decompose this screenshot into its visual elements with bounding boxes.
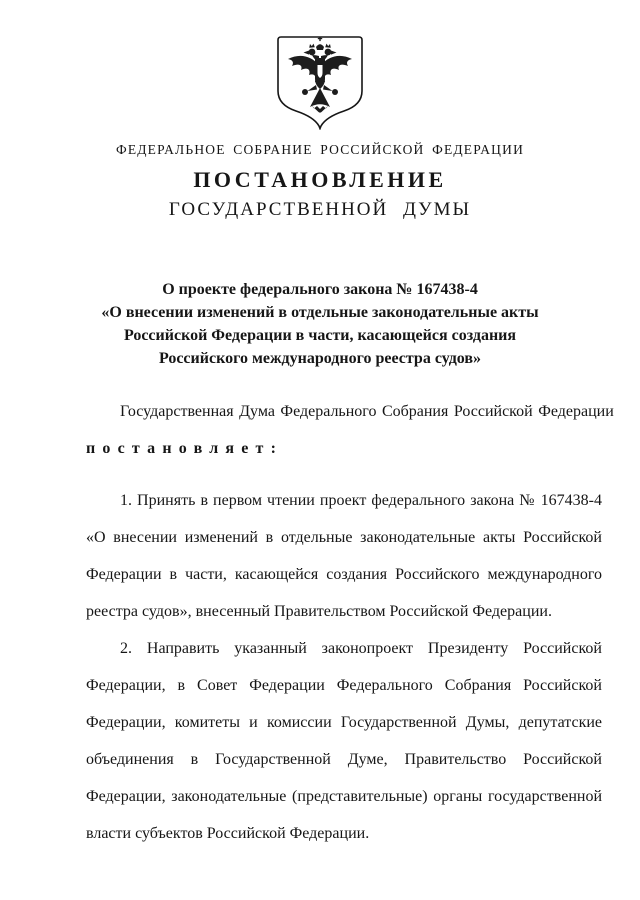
document-type-heading: ПОСТАНОВЛЕНИЕ — [193, 167, 447, 192]
institution-line: ФЕДЕРАЛЬНОЕ СОБРАНИЕ РОССИЙСКОЙ ФЕДЕРАЦИИ — [115, 142, 525, 157]
enacting-verb: постановляет: — [86, 440, 284, 457]
resolution-body — [86, 393, 614, 852]
paragraph-1: 1. Принять в первом чтении проект федерального закона № 167438-4 «О внесении изменений в отдельные законодательные акты Российской Федерации в части, касающейся создания Российского международного реестра судов», внесенный Правительством Российской Федерации. — [86, 492, 602, 620]
state-emblem — [274, 34, 366, 130]
paragraph-2: 2. Направить указанный законопроект Президенту Российской Федерации, в Совет Федерации Федерального Собрания Российской Федерации, комитеты и комиссии Государственной Думы, депутатские объединения в Государственной Думе, Правительство Российской Федерации, законодательные (представительные) органы государственной власти субъектов Российской Федерации. — [86, 640, 602, 842]
double-headed-eagle-icon — [274, 34, 366, 130]
preamble-line: Государственная Дума Федерального Собрания Российской Федерации — [120, 403, 614, 420]
issuing-body-heading: ГОСУДАРСТВЕННОЙ ДУМЫ — [168, 199, 472, 220]
title-line: Российской Федерации в части, касающейся создания — [123, 327, 517, 344]
title-line: Российского международного реестра судов» — [158, 350, 482, 367]
title-line: «О внесении изменений в отдельные законодательные акты — [101, 304, 539, 321]
resolution-title — [0, 278, 640, 370]
title-line: О проекте федерального закона № 167438-4 — [162, 281, 478, 298]
